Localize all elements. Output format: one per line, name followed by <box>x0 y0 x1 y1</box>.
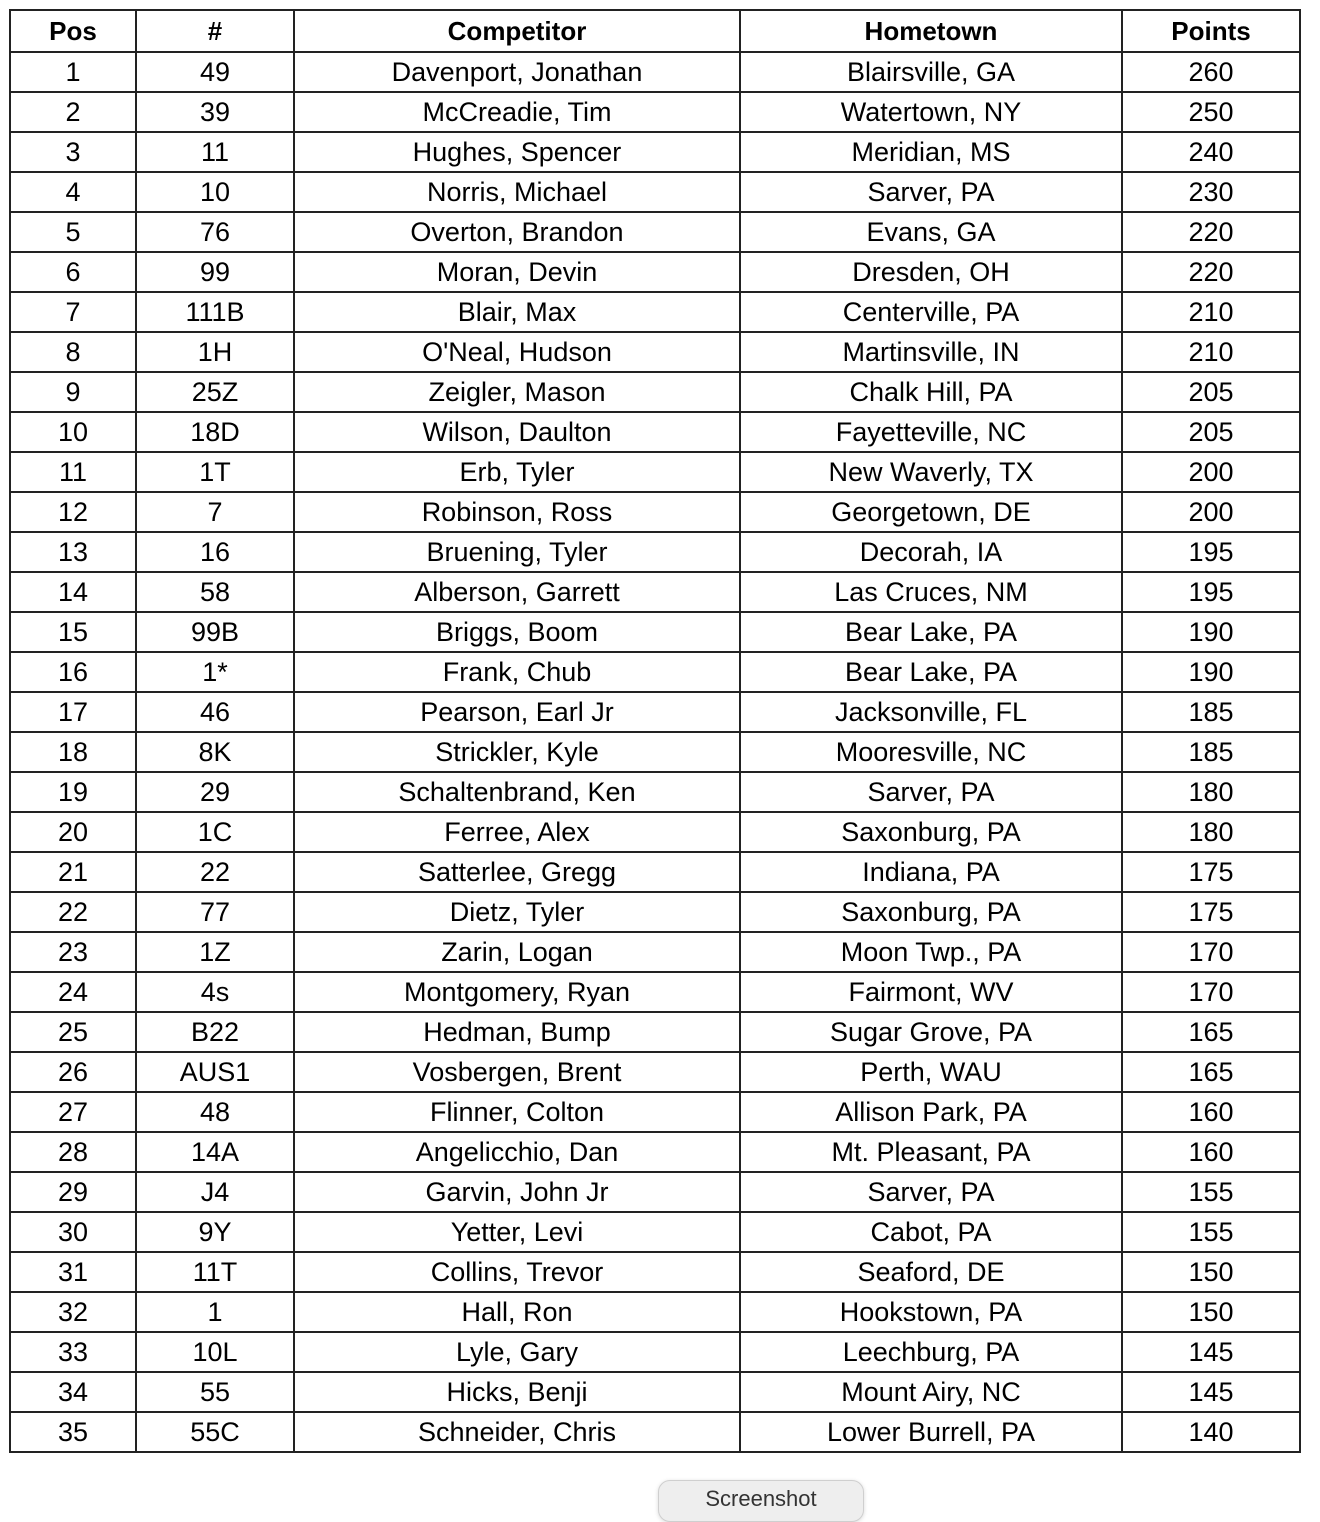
cell-number: 48 <box>136 1092 294 1132</box>
cell-points: 175 <box>1122 852 1300 892</box>
cell-hometown: Indiana, PA <box>740 852 1122 892</box>
cell-points: 155 <box>1122 1212 1300 1252</box>
cell-points: 220 <box>1122 252 1300 292</box>
cell-pos: 10 <box>10 412 136 452</box>
cell-points: 220 <box>1122 212 1300 252</box>
cell-number: 39 <box>136 92 294 132</box>
cell-hometown: Mooresville, NC <box>740 732 1122 772</box>
cell-number: 76 <box>136 212 294 252</box>
cell-competitor: Wilson, Daulton <box>294 412 740 452</box>
table-row <box>10 892 1300 932</box>
header-pos: Pos <box>10 10 136 52</box>
header-hometown: Hometown <box>740 10 1122 52</box>
cell-competitor: Norris, Michael <box>294 172 740 212</box>
cell-competitor: Dietz, Tyler <box>294 892 740 932</box>
cell-pos: 22 <box>10 892 136 932</box>
table-row <box>10 732 1300 772</box>
cell-points: 210 <box>1122 292 1300 332</box>
cell-hometown: Saxonburg, PA <box>740 812 1122 852</box>
cell-pos: 19 <box>10 772 136 812</box>
cell-hometown: Meridian, MS <box>740 132 1122 172</box>
table-row <box>10 532 1300 572</box>
table-row <box>10 1092 1300 1132</box>
table-row <box>10 572 1300 612</box>
cell-competitor: Schneider, Chris <box>294 1412 740 1452</box>
cell-pos: 7 <box>10 292 136 332</box>
cell-hometown: Allison Park, PA <box>740 1092 1122 1132</box>
cell-competitor: Alberson, Garrett <box>294 572 740 612</box>
cell-number: 1 <box>136 1292 294 1332</box>
cell-competitor: Zarin, Logan <box>294 932 740 972</box>
cell-number: 11T <box>136 1252 294 1292</box>
cell-competitor: Ferree, Alex <box>294 812 740 852</box>
table-row <box>10 1052 1300 1092</box>
cell-competitor: Vosbergen, Brent <box>294 1052 740 1092</box>
cell-points: 185 <box>1122 692 1300 732</box>
cell-number: J4 <box>136 1172 294 1212</box>
cell-competitor: Pearson, Earl Jr <box>294 692 740 732</box>
table-row <box>10 1132 1300 1172</box>
cell-pos: 27 <box>10 1092 136 1132</box>
table-row <box>10 932 1300 972</box>
cell-hometown: Decorah, IA <box>740 532 1122 572</box>
cell-competitor: McCreadie, Tim <box>294 92 740 132</box>
cell-number: 4s <box>136 972 294 1012</box>
cell-points: 250 <box>1122 92 1300 132</box>
cell-number: 11 <box>136 132 294 172</box>
cell-competitor: Erb, Tyler <box>294 452 740 492</box>
cell-hometown: Hookstown, PA <box>740 1292 1122 1332</box>
standings-table <box>9 9 1301 1453</box>
cell-pos: 8 <box>10 332 136 372</box>
cell-number: 9Y <box>136 1212 294 1252</box>
cell-number: 22 <box>136 852 294 892</box>
cell-competitor: Strickler, Kyle <box>294 732 740 772</box>
cell-number: 77 <box>136 892 294 932</box>
cell-competitor: Lyle, Gary <box>294 1332 740 1372</box>
cell-hometown: Centerville, PA <box>740 292 1122 332</box>
table-row <box>10 972 1300 1012</box>
table-row <box>10 412 1300 452</box>
cell-competitor: Montgomery, Ryan <box>294 972 740 1012</box>
cell-points: 230 <box>1122 172 1300 212</box>
table-row <box>10 1172 1300 1212</box>
cell-pos: 23 <box>10 932 136 972</box>
cell-hometown: Blairsville, GA <box>740 52 1122 92</box>
cell-number: 1* <box>136 652 294 692</box>
table-row <box>10 1372 1300 1412</box>
cell-pos: 3 <box>10 132 136 172</box>
cell-number: 1C <box>136 812 294 852</box>
cell-hometown: Las Cruces, NM <box>740 572 1122 612</box>
cell-hometown: Watertown, NY <box>740 92 1122 132</box>
cell-hometown: Chalk Hill, PA <box>740 372 1122 412</box>
cell-hometown: Jacksonville, FL <box>740 692 1122 732</box>
table-row <box>10 1012 1300 1052</box>
table-body <box>10 52 1300 1452</box>
cell-hometown: Sugar Grove, PA <box>740 1012 1122 1052</box>
cell-pos: 35 <box>10 1412 136 1452</box>
cell-number: 55C <box>136 1412 294 1452</box>
cell-competitor: Hall, Ron <box>294 1292 740 1332</box>
table-row <box>10 92 1300 132</box>
table-row <box>10 1332 1300 1372</box>
cell-points: 180 <box>1122 812 1300 852</box>
cell-competitor: Hughes, Spencer <box>294 132 740 172</box>
cell-points: 165 <box>1122 1012 1300 1052</box>
cell-number: 1T <box>136 452 294 492</box>
cell-hometown: Saxonburg, PA <box>740 892 1122 932</box>
cell-pos: 30 <box>10 1212 136 1252</box>
cell-points: 140 <box>1122 1412 1300 1452</box>
cell-pos: 5 <box>10 212 136 252</box>
cell-pos: 28 <box>10 1132 136 1172</box>
table-row <box>10 1212 1300 1252</box>
cell-number: 99B <box>136 612 294 652</box>
cell-pos: 12 <box>10 492 136 532</box>
cell-number: 99 <box>136 252 294 292</box>
cell-pos: 33 <box>10 1332 136 1372</box>
table-row <box>10 1412 1300 1452</box>
cell-competitor: Briggs, Boom <box>294 612 740 652</box>
cell-competitor: Zeigler, Mason <box>294 372 740 412</box>
cell-number: 25Z <box>136 372 294 412</box>
cell-pos: 29 <box>10 1172 136 1212</box>
cell-number: 16 <box>136 532 294 572</box>
cell-pos: 9 <box>10 372 136 412</box>
table-row <box>10 1252 1300 1292</box>
header-row <box>10 10 1300 52</box>
table-row <box>10 612 1300 652</box>
cell-pos: 1 <box>10 52 136 92</box>
table-row <box>10 1292 1300 1332</box>
cell-competitor: Frank, Chub <box>294 652 740 692</box>
cell-hometown: Dresden, OH <box>740 252 1122 292</box>
cell-pos: 20 <box>10 812 136 852</box>
cell-hometown: Bear Lake, PA <box>740 612 1122 652</box>
cell-points: 150 <box>1122 1252 1300 1292</box>
cell-points: 200 <box>1122 492 1300 532</box>
cell-hometown: Mt. Pleasant, PA <box>740 1132 1122 1172</box>
cell-number: 18D <box>136 412 294 452</box>
cell-points: 190 <box>1122 612 1300 652</box>
cell-number: 1Z <box>136 932 294 972</box>
cell-pos: 24 <box>10 972 136 1012</box>
cell-pos: 15 <box>10 612 136 652</box>
cell-points: 195 <box>1122 532 1300 572</box>
table-row <box>10 292 1300 332</box>
cell-competitor: Moran, Devin <box>294 252 740 292</box>
cell-competitor: Hedman, Bump <box>294 1012 740 1052</box>
cell-points: 195 <box>1122 572 1300 612</box>
cell-number: 7 <box>136 492 294 532</box>
cell-hometown: Sarver, PA <box>740 772 1122 812</box>
cell-hometown: Fayetteville, NC <box>740 412 1122 452</box>
cell-hometown: Lower Burrell, PA <box>740 1412 1122 1452</box>
cell-points: 210 <box>1122 332 1300 372</box>
table-row <box>10 172 1300 212</box>
cell-pos: 11 <box>10 452 136 492</box>
cell-pos: 21 <box>10 852 136 892</box>
cell-points: 175 <box>1122 892 1300 932</box>
cell-number: AUS1 <box>136 1052 294 1092</box>
cell-competitor: Davenport, Jonathan <box>294 52 740 92</box>
cell-hometown: Georgetown, DE <box>740 492 1122 532</box>
cell-pos: 25 <box>10 1012 136 1052</box>
table-row <box>10 52 1300 92</box>
cell-competitor: Flinner, Colton <box>294 1092 740 1132</box>
cell-competitor: Blair, Max <box>294 292 740 332</box>
cell-hometown: New Waverly, TX <box>740 452 1122 492</box>
cell-number: 46 <box>136 692 294 732</box>
table-row <box>10 652 1300 692</box>
table-row <box>10 452 1300 492</box>
cell-points: 205 <box>1122 412 1300 452</box>
header-competitor: Competitor <box>294 10 740 52</box>
cell-number: 58 <box>136 572 294 612</box>
cell-number: 10L <box>136 1332 294 1372</box>
table-row <box>10 812 1300 852</box>
cell-points: 155 <box>1122 1172 1300 1212</box>
cell-competitor: O'Neal, Hudson <box>294 332 740 372</box>
table-row <box>10 372 1300 412</box>
cell-pos: 18 <box>10 732 136 772</box>
cell-points: 170 <box>1122 932 1300 972</box>
cell-competitor: Collins, Trevor <box>294 1252 740 1292</box>
table-row <box>10 252 1300 292</box>
cell-pos: 34 <box>10 1372 136 1412</box>
cell-points: 150 <box>1122 1292 1300 1332</box>
cell-points: 165 <box>1122 1052 1300 1092</box>
cell-pos: 6 <box>10 252 136 292</box>
cell-competitor: Schaltenbrand, Ken <box>294 772 740 812</box>
cell-points: 180 <box>1122 772 1300 812</box>
cell-number: 29 <box>136 772 294 812</box>
cell-pos: 16 <box>10 652 136 692</box>
cell-competitor: Robinson, Ross <box>294 492 740 532</box>
cell-number: 49 <box>136 52 294 92</box>
table-header <box>10 10 1300 52</box>
cell-competitor: Bruening, Tyler <box>294 532 740 572</box>
cell-number: 1H <box>136 332 294 372</box>
cell-hometown: Bear Lake, PA <box>740 652 1122 692</box>
table-row <box>10 692 1300 732</box>
table-row <box>10 332 1300 372</box>
cell-pos: 13 <box>10 532 136 572</box>
cell-hometown: Leechburg, PA <box>740 1332 1122 1372</box>
cell-number: B22 <box>136 1012 294 1052</box>
cell-competitor: Satterlee, Gregg <box>294 852 740 892</box>
cell-hometown: Evans, GA <box>740 212 1122 252</box>
cell-number: 10 <box>136 172 294 212</box>
cell-competitor: Overton, Brandon <box>294 212 740 252</box>
cell-competitor: Hicks, Benji <box>294 1372 740 1412</box>
cell-pos: 26 <box>10 1052 136 1092</box>
screenshot-label: Screenshot <box>705 1486 817 1511</box>
cell-number: 111B <box>136 292 294 332</box>
table-row <box>10 212 1300 252</box>
cell-points: 190 <box>1122 652 1300 692</box>
cell-pos: 14 <box>10 572 136 612</box>
cell-competitor: Garvin, John Jr <box>294 1172 740 1212</box>
cell-points: 205 <box>1122 372 1300 412</box>
cell-hometown: Cabot, PA <box>740 1212 1122 1252</box>
cell-hometown: Sarver, PA <box>740 172 1122 212</box>
cell-hometown: Mount Airy, NC <box>740 1372 1122 1412</box>
cell-hometown: Seaford, DE <box>740 1252 1122 1292</box>
cell-hometown: Fairmont, WV <box>740 972 1122 1012</box>
table-row <box>10 132 1300 172</box>
cell-pos: 2 <box>10 92 136 132</box>
cell-number: 55 <box>136 1372 294 1412</box>
table-row <box>10 852 1300 892</box>
cell-competitor: Angelicchio, Dan <box>294 1132 740 1172</box>
header-number: # <box>136 10 294 52</box>
cell-pos: 31 <box>10 1252 136 1292</box>
cell-points: 185 <box>1122 732 1300 772</box>
screenshot-button[interactable] <box>658 1480 864 1522</box>
cell-pos: 4 <box>10 172 136 212</box>
cell-hometown: Perth, WAU <box>740 1052 1122 1092</box>
cell-hometown: Sarver, PA <box>740 1172 1122 1212</box>
cell-number: 14A <box>136 1132 294 1172</box>
cell-points: 160 <box>1122 1092 1300 1132</box>
cell-points: 260 <box>1122 52 1300 92</box>
cell-hometown: Moon Twp., PA <box>740 932 1122 972</box>
cell-points: 145 <box>1122 1332 1300 1372</box>
cell-pos: 17 <box>10 692 136 732</box>
cell-points: 200 <box>1122 452 1300 492</box>
cell-number: 8K <box>136 732 294 772</box>
table-row <box>10 492 1300 532</box>
header-points: Points <box>1122 10 1300 52</box>
cell-points: 160 <box>1122 1132 1300 1172</box>
table-row <box>10 772 1300 812</box>
cell-points: 170 <box>1122 972 1300 1012</box>
cell-pos: 32 <box>10 1292 136 1332</box>
cell-points: 240 <box>1122 132 1300 172</box>
cell-hometown: Martinsville, IN <box>740 332 1122 372</box>
cell-competitor: Yetter, Levi <box>294 1212 740 1252</box>
cell-points: 145 <box>1122 1372 1300 1412</box>
